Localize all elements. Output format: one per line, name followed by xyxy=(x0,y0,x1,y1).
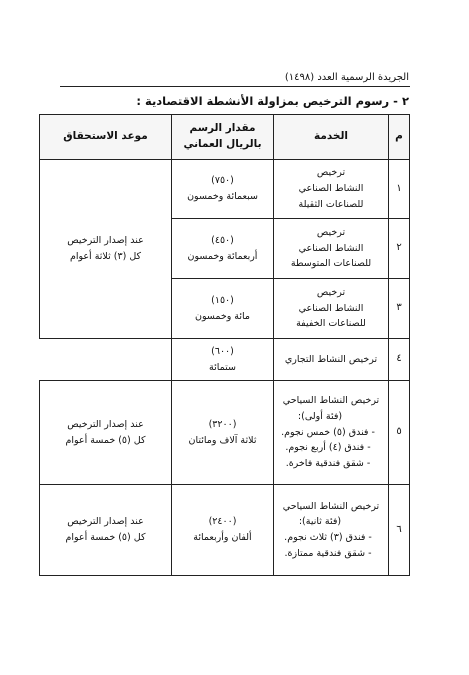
due-line: عند إصدار الترخيص xyxy=(67,516,144,528)
amount-cell xyxy=(172,339,274,381)
column-header-amount-line: بالريال العماني xyxy=(183,138,262,150)
due-line: كل (٥) خمسة أعوام xyxy=(65,434,146,446)
due-cell xyxy=(40,485,172,576)
service-line: ترخيص xyxy=(316,226,346,238)
row-number: ١ xyxy=(389,160,410,219)
due-line: كل (٥) خمسة أعوام xyxy=(65,532,146,543)
service-line: ترخيص xyxy=(316,167,346,179)
column-header-amount xyxy=(172,115,274,160)
column-header-service: الخدمة xyxy=(274,115,389,160)
service-line: - فندق (٥) خمس نجوم. xyxy=(281,426,375,438)
amount-number: (٣٢٠٠) xyxy=(208,418,237,430)
amount-number: (٧٥٠) xyxy=(211,175,234,187)
service-line: النشاط الصناعي xyxy=(298,242,364,254)
service-line: ترخيص النشاط السياحي xyxy=(282,500,380,512)
amount-number: (٢٤٠٠) xyxy=(208,516,237,528)
amount-cell xyxy=(172,279,274,339)
table-row xyxy=(40,485,410,576)
amount-cell xyxy=(172,160,274,219)
table-row xyxy=(40,160,410,219)
amount-number: (٤٥٠) xyxy=(211,234,234,246)
service-line: ترخيص النشاط التجاري xyxy=(284,353,378,365)
amount-number: (١٥٠) xyxy=(211,294,234,306)
service-line: ترخيص xyxy=(316,286,346,298)
service-line: ترخيص النشاط السياحي xyxy=(282,395,380,407)
column-header-number: م xyxy=(389,115,410,160)
service-cell xyxy=(274,160,389,219)
table-header-row xyxy=(40,115,410,160)
table-row xyxy=(40,381,410,485)
service-line: للصناعات المتوسطة xyxy=(290,258,372,270)
due-cell xyxy=(40,381,172,485)
amount-number: (٦٠٠) xyxy=(211,345,234,357)
due-line: كل (٣) ثلاثة أعوام xyxy=(69,251,142,262)
service-cell xyxy=(274,339,389,381)
service-line: للصناعات الثقيلة xyxy=(298,198,364,210)
service-cell xyxy=(274,219,389,279)
amount-words: ستمائة xyxy=(209,361,236,373)
service-line: للصناعات الخفيفة xyxy=(296,318,366,330)
section-title: ٢ - رسوم الترخيص بمزاولة الأنشطة الاقتصادية : xyxy=(136,94,409,108)
amount-words: أربعمائة وخمسون xyxy=(187,250,258,262)
amount-words: ثلاثة آلاف ومائتان xyxy=(188,434,257,446)
service-line: - شقق فندقية فاخرة. xyxy=(285,458,371,469)
service-line: - شقق فندقية ممتازة. xyxy=(284,547,372,559)
running-header: الجريدة الرسمية العدد (١٤٩٨) xyxy=(284,72,409,83)
fees-table xyxy=(39,114,410,576)
row-number: ٢ xyxy=(389,219,410,279)
due-line: عند إصدار الترخيص xyxy=(67,418,144,430)
amount-words: ألفان وأربعمائة xyxy=(193,532,252,543)
service-cell xyxy=(274,381,389,485)
column-header-amount-line: مقدار الرسم xyxy=(189,122,256,135)
due-line: عند إصدار الترخيص xyxy=(67,235,144,247)
row-number: ٤ xyxy=(389,339,410,381)
service-line: (فئة أولى): xyxy=(297,410,343,422)
service-line: - فندق (٤) أربع نجوم. xyxy=(285,442,371,454)
service-line: النشاط الصناعي xyxy=(298,302,364,314)
row-number: ٦ xyxy=(389,485,410,576)
amount-words: مائة وخمسون xyxy=(194,310,251,322)
row-number: ٣ xyxy=(389,279,410,339)
amount-cell xyxy=(172,219,274,279)
service-line: النشاط الصناعي xyxy=(298,183,364,195)
row-number: ٥ xyxy=(389,381,410,485)
amount-cell xyxy=(172,381,274,485)
service-cell xyxy=(274,485,389,576)
column-header-due: موعد الاستحقاق xyxy=(40,115,172,160)
amount-words: سبعمائة وخمسون xyxy=(187,191,258,202)
service-line: (فئة ثانية): xyxy=(298,516,342,528)
service-cell xyxy=(274,279,389,339)
service-line: - فندق (٣) ثلاث نجوم. xyxy=(284,532,372,543)
amount-cell xyxy=(172,485,274,576)
table-row xyxy=(40,339,410,381)
due-cell xyxy=(40,160,172,339)
header-rule xyxy=(60,86,410,87)
